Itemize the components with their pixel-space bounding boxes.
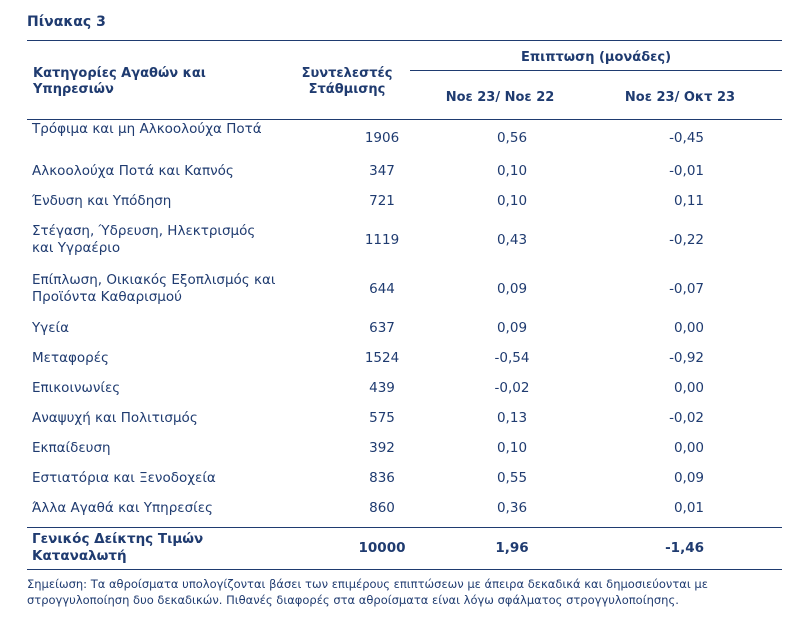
row-nov-nov: -0,54 [494, 350, 530, 366]
row-weight: 347 [369, 163, 395, 179]
row-weight: 1524 [364, 350, 400, 366]
total-top-rule [27, 527, 782, 528]
row-weight: 439 [369, 380, 395, 396]
header-bottom-rule [27, 119, 782, 120]
impact-subrule [410, 70, 782, 71]
table-row [27, 163, 782, 185]
total-nov-oct: -1,46 [665, 540, 704, 556]
row-nov-oct: 0,11 [673, 193, 704, 209]
row-nov-oct: -0,45 [669, 130, 704, 146]
row-nov-oct: -0,92 [669, 350, 704, 366]
row-nov-oct: 0,00 [673, 440, 704, 456]
row-nov-nov: 0,09 [496, 320, 528, 336]
row-nov-nov: 0,55 [496, 470, 528, 486]
header-impact: Επιπτωση (μονάδες) [520, 50, 672, 65]
row-category: Αλκοολούχα Ποτά και Καπνός [32, 163, 234, 179]
top-rule [27, 40, 782, 41]
table-row [27, 500, 782, 522]
row-nov-nov: 0,09 [496, 281, 528, 297]
row-category: Μεταφορές [32, 350, 109, 366]
table-row [27, 121, 782, 157]
table-row [27, 470, 782, 492]
table-row [27, 350, 782, 372]
row-weight: 575 [369, 410, 395, 426]
row-category: Υγεία [32, 320, 69, 336]
table-row [27, 380, 782, 402]
row-weight: 637 [369, 320, 395, 336]
row-weight: 721 [369, 193, 395, 209]
row-weight: 1119 [364, 232, 400, 248]
table-row [27, 193, 782, 215]
header-nov-oct: Νοε 23/ Οκτ 23 [624, 90, 736, 105]
row-category: Ένδυση και Υπόδηση [32, 193, 172, 209]
row-nov-nov: 0,36 [496, 500, 528, 516]
total-weight: 10000 [358, 540, 406, 556]
total-category: Γενικός Δείκτης Τιμών Καταναλωτή [32, 531, 204, 564]
row-nov-oct: 0,00 [673, 320, 704, 336]
row-weight: 836 [369, 470, 395, 486]
table-row [27, 223, 782, 259]
row-nov-oct: -0,01 [669, 163, 704, 179]
table-title: Πίνακας 3 [27, 14, 106, 30]
row-category: Επικοινωνίες [32, 380, 121, 396]
row-nov-nov: 0,10 [496, 163, 528, 179]
row-weight: 392 [369, 440, 395, 456]
row-category: Εστιατόρια και Ξενοδοχεία [32, 470, 216, 486]
total-nov-nov: 1,96 [495, 540, 529, 556]
table-row [27, 440, 782, 462]
row-nov-nov: -0,02 [494, 380, 530, 396]
row-category: Αναψυχή και Πολιτισμός [32, 410, 198, 426]
row-nov-oct: -0,22 [669, 232, 704, 248]
total-row [27, 531, 782, 567]
footnote: Σημείωση: Τα αθροίσματα υπολογίζονται βάσει των επιμέρους επιπτώσεων με άπειρα δεκαδικά και δημοσιεύονται με στρογγυλοποίηση δυο δεκαδικών. Πιθανές διαφορές στα αθροίσματα είναι λόγω σφάλματος στρογγυλοποίησης. [27, 577, 708, 607]
table-row [27, 320, 782, 342]
row-category: Άλλα Αγαθά και Υπηρεσίες [32, 500, 213, 516]
row-nov-nov: 0,13 [496, 410, 528, 426]
row-category: Επίπλωση, Οικιακός Εξοπλισμός και Προϊόντα Καθαρισμού [32, 272, 276, 305]
row-nov-oct: 0,01 [673, 500, 704, 516]
table-row [27, 410, 782, 432]
header-category: Κατηγορίες Αγαθών και Υπηρεσιών [33, 66, 206, 97]
row-category: Εκπαίδευση [32, 440, 111, 456]
row-nov-nov: 0,43 [496, 232, 528, 248]
header-nov-nov: Νοε 23/ Νοε 22 [445, 90, 555, 105]
table-row [27, 272, 782, 308]
row-nov-oct: -0,07 [669, 281, 704, 297]
row-nov-nov: 0,10 [496, 193, 528, 209]
row-weight: 860 [369, 500, 395, 516]
total-bottom-rule [27, 569, 782, 570]
row-weight: 644 [369, 281, 395, 297]
row-nov-oct: -0,02 [669, 410, 704, 426]
row-category: Τρόφιμα και μη Αλκοολούχα Ποτά [32, 121, 262, 137]
row-nov-oct: 0,09 [673, 470, 704, 486]
row-nov-nov: 0,56 [496, 130, 528, 146]
header-weights: Συντελεστές Στάθμισης [301, 66, 393, 97]
row-nov-nov: 0,10 [496, 440, 528, 456]
row-nov-oct: 0,00 [673, 380, 704, 396]
row-weight: 1906 [364, 130, 400, 146]
row-category: Στέγαση, Ύδρευση, Ηλεκτρισμός και Υγραέριο [32, 223, 256, 256]
